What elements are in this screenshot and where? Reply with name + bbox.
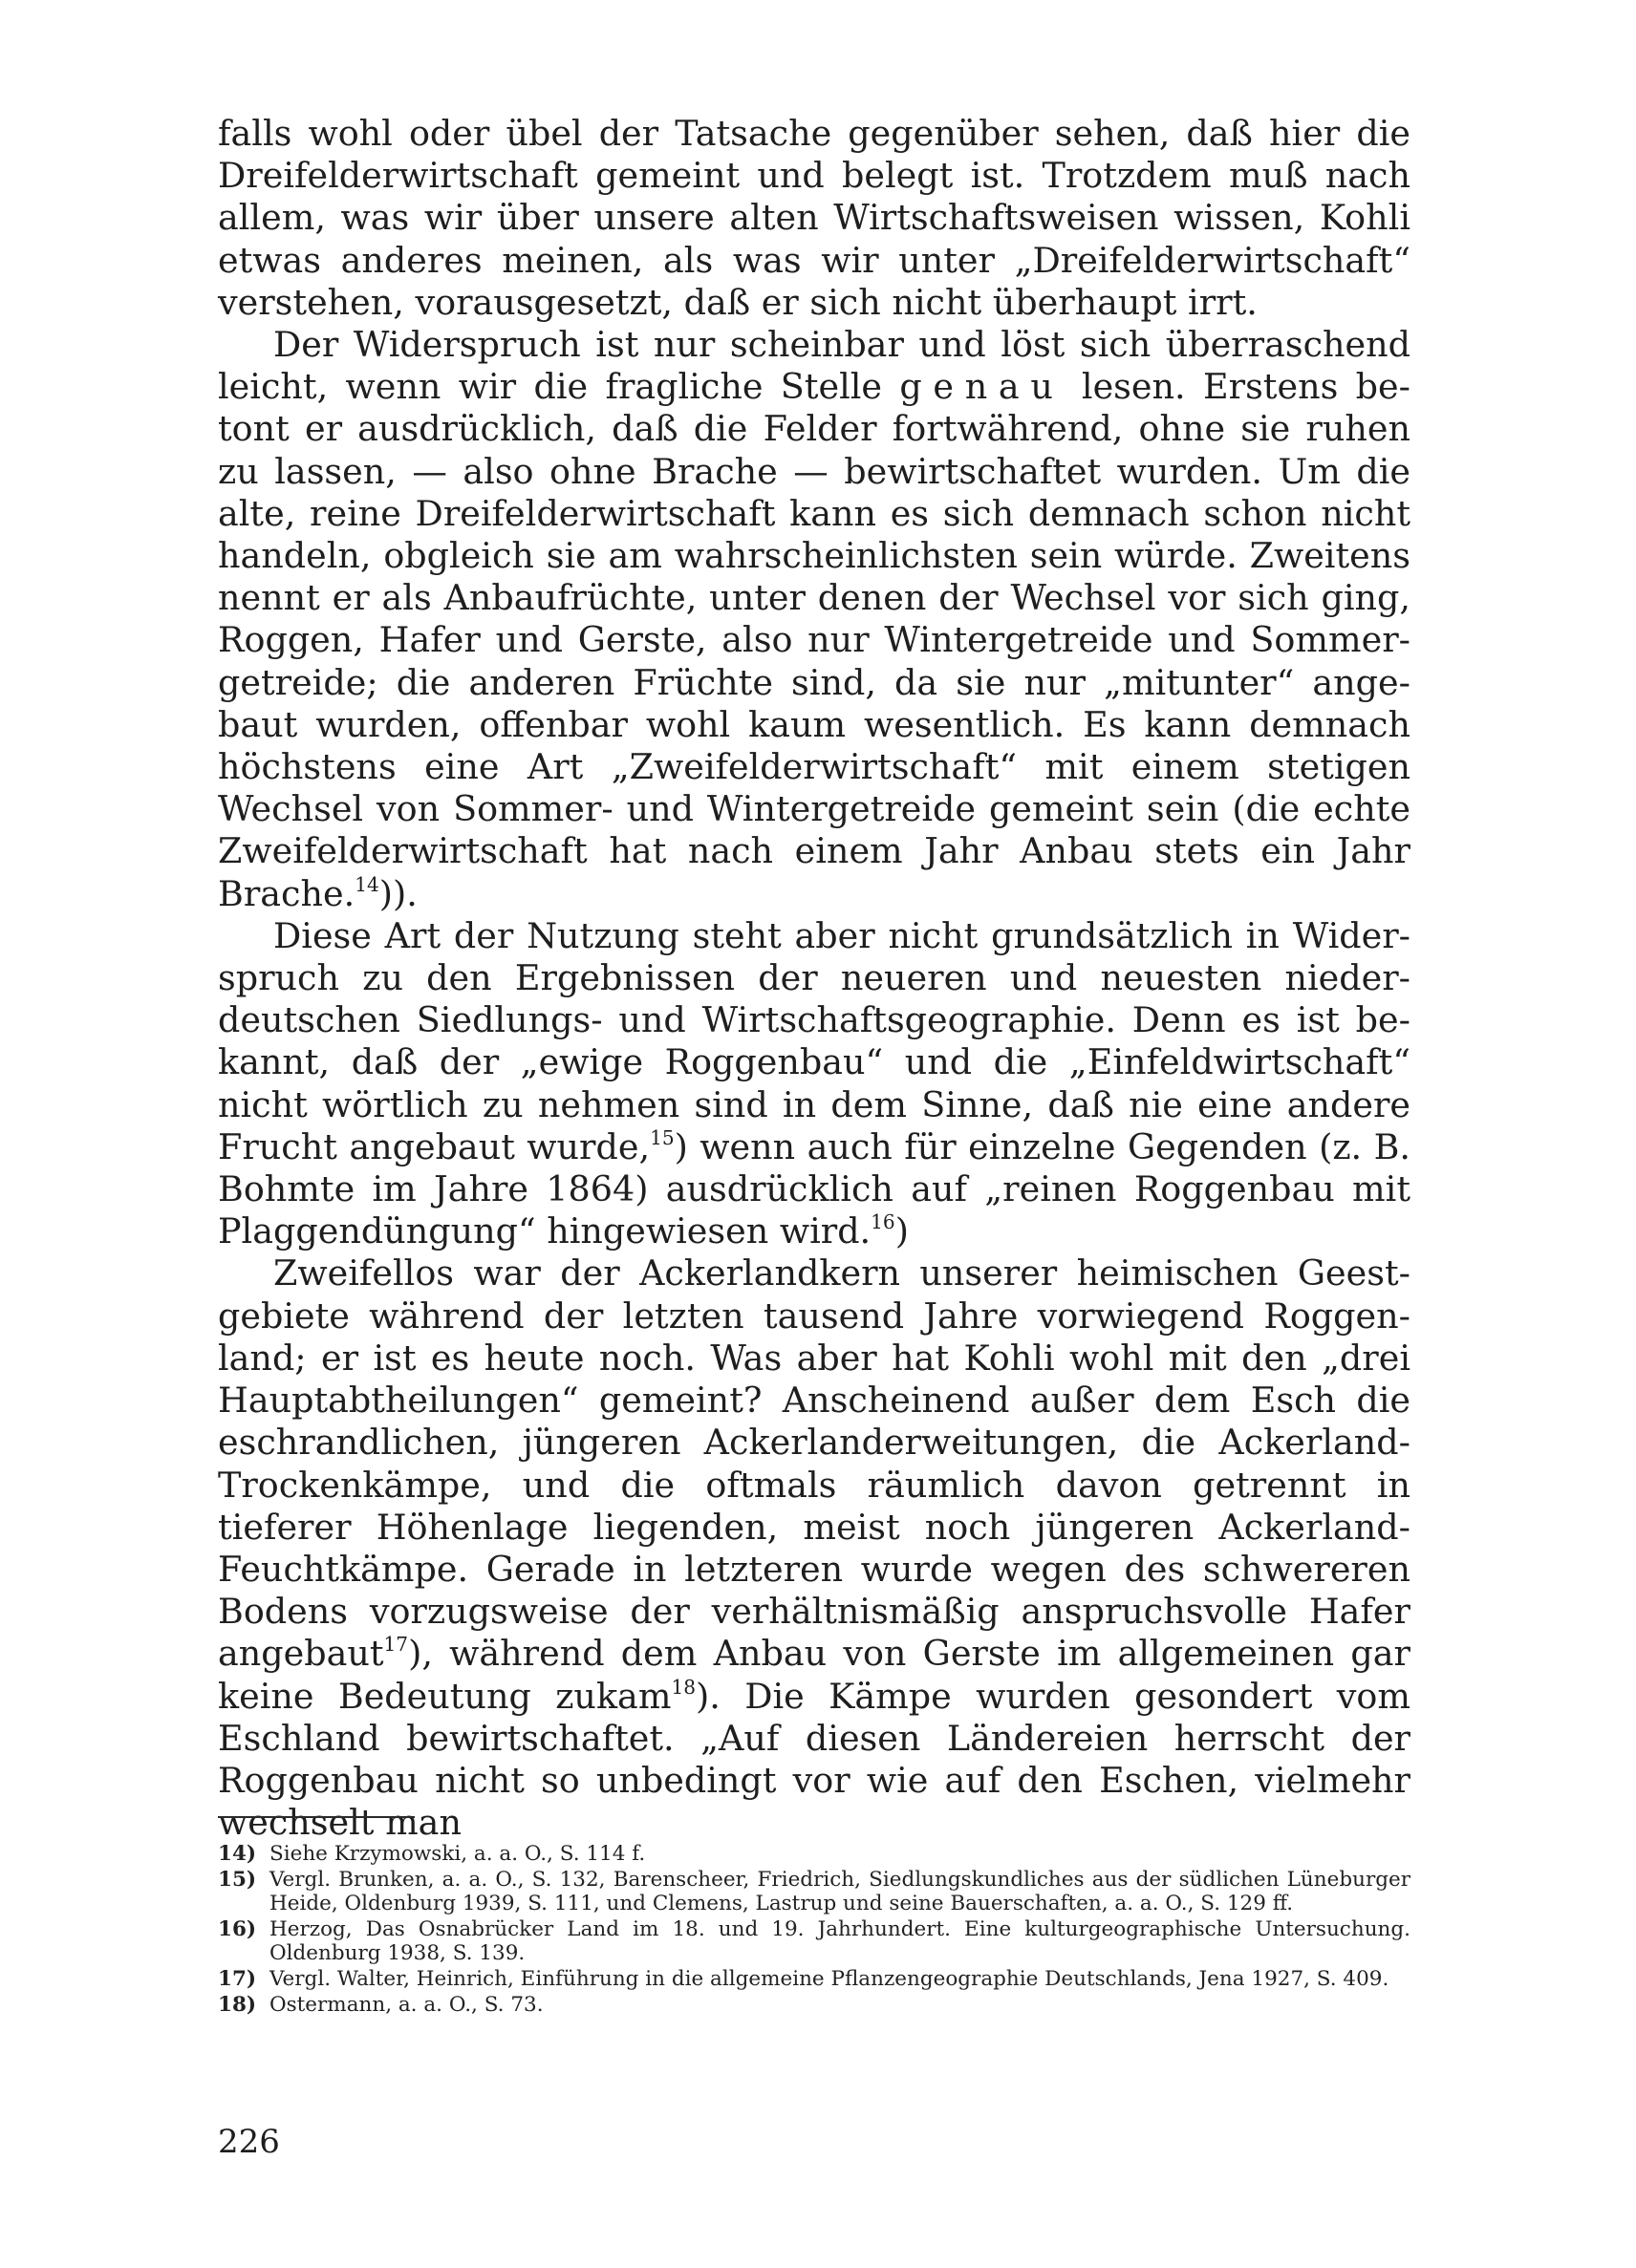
footnote-number: 15)	[218, 1868, 257, 1892]
body-text	[218, 113, 1410, 1844]
footnote-ref-16: 16	[871, 1210, 895, 1234]
footnote-18	[218, 1993, 1410, 2017]
page-number: 226	[218, 2123, 280, 2161]
paragraph-4-part-c: ). Die Kämpe wurden gesondert vom Eschland bewirtschaftet. „Auf diesen Ländereien herrscht der Roggenbau nicht so unbedingt vor wie auf den Eschen, vielmehr wechselt man	[218, 1675, 1410, 1844]
footnote-number: 18)	[218, 1993, 257, 2017]
footnote-16	[218, 1917, 1410, 1965]
paragraph-3-part-a: Diese Art der Nutzung steht aber nicht grundsätzlich in Widerspruch zu den Ergebnissen der neueren und neuesten niederdeutschen Siedlungs- und Wirtschaftsgeographie. Denn es ist bekannt, daß der „ewige Roggenbau“ und die „Einfeldwirtschaft“ nicht wörtlich zu nehmen sind in dem Sinne, daß nie eine andere Frucht angebaut wurde,	[218, 914, 1410, 1167]
paragraph-4-part-a: Zweifellos war der Ackerlandkern unserer heimischen Geestgebiete während der letzten tausend Jahre vorwiegend Roggenland; er ist es heute noch. Was aber hat Kohli wohl mit den „drei Hauptabtheilungen“ gemeint? Anscheinend außer dem Esch die eschrandlichen, jüngeren Ackerlanderweitungen, die Ackerland-Trockenkämpe, und die oftmals räumlich davon getrennt in tieferer Höhenlage liegenden, meist noch jüngeren Ackerland-Feuchtkämpe. Gerade in letzteren wurde wegen des schwereren Bodens vorzugsweise der verhältnismäßig anspruchsvolle Hafer angebaut	[218, 1252, 1410, 1675]
footnote-text: Vergl. Walter, Heinrich, Einführung in die allgemeine Pflanzengeographie Deutschlands, Jena 1927, S. 409.	[269, 1967, 1389, 1991]
footnote-separator	[218, 1816, 415, 1818]
paragraph-3-part-c: )	[894, 1210, 909, 1252]
footnote-14	[218, 1842, 1410, 1866]
footnote-text: Vergl. Brunken, a. a. O., S. 132, Barenscheer, Friedrich, Siedlungskundliches aus der südlichen Lüneburger Heide, Oldenburg 1939, S. 111, und Clemens, Lastrup und seine Bauerschaften, a. a. O., S. 129 ff.	[269, 1868, 1410, 1915]
footnote-number: 14)	[218, 1842, 257, 1866]
paragraph-3-part-b: ) wenn auch für einzelne Gegenden (z. B. Bohmte im Jahre 1864) ausdrücklich auf „reinen Roggenbau mit Plaggendüngung“ hingewiesen wird.	[218, 1125, 1411, 1252]
paragraph-4-part-b: ), während dem Anbau von Gerste im allgemeinen gar keine Bedeutung zukam	[218, 1633, 1410, 1717]
footnote-text: Ostermann, a. a. O., S. 73.	[269, 1993, 544, 2017]
paragraph-3	[218, 915, 1410, 1253]
emphasized-word-genau: genau	[899, 366, 1065, 408]
footnote-17	[218, 1967, 1410, 1991]
paragraph-2-part-a: Der Widerspruch ist nur scheinbar und löst sich überraschend leicht, wenn wir die fragliche Stelle	[218, 324, 1410, 408]
footnote-ref-17: 17	[383, 1633, 409, 1657]
footnote-ref-14: 14	[355, 872, 379, 896]
footnote-15	[218, 1868, 1410, 1915]
footnote-text: Siehe Krzymowski, a. a. O., S. 114 f.	[269, 1842, 646, 1866]
footnote-number: 17)	[218, 1967, 257, 1991]
paragraph-4	[218, 1252, 1410, 1844]
footnotes	[218, 1842, 1410, 2019]
paragraph-2-part-d: )).	[378, 872, 418, 914]
footnote-ref-15: 15	[650, 1125, 675, 1149]
paragraph-1: falls wohl oder übel der Tatsache gegenüber sehen, daß hier die Dreifelderwirtschaft gemeint und belegt ist. Trotzdem muß nach allem, was wir über unsere alten Wirtschaftsweisen wissen, Kohli etwas anderes meinen, als was wir unter „Dreifelderwirtschaft“ verstehen, vorausgesetzt, daß er sich nicht überhaupt irrt.	[218, 113, 1410, 323]
paragraph-2	[218, 324, 1410, 915]
footnote-ref-18: 18	[671, 1675, 696, 1699]
footnote-text: Herzog, Das Osnabrücker Land im 18. und 19. Jahrhundert. Eine kulturgeographische Untersuchung. Oldenburg 1938, S. 139.	[269, 1917, 1410, 1965]
footnote-number: 16)	[218, 1917, 257, 1941]
paragraph-2-part-c: lesen. Erstens betont er ausdrücklich, daß die Felder fortwährend, ohne sie ruhen zu lassen, — also ohne Brache — bewirtschaftet wurden. Um die alte, reine Dreifelderwirtschaft kann es sich demnach schon nicht handeln, obgleich sie am wahrscheinlichsten sein würde. Zweitens nennt er als Anbaufrüchte, unter denen der Wechsel vor sich ging, Roggen, Hafer und Gerste, also nur Wintergetreide und Sommergetreide; die anderen Früchte sind, da sie nur „mitunter“ angebaut wurden, offenbar wohl kaum wesentlich. Es kann demnach höchstens eine Art „Zweifelderwirtschaft“ mit einem stetigen Wechsel von Sommer- und Wintergetreide gemeint sein (die echte Zweifelderwirtschaft hat nach einem Jahr Anbau stets ein Jahr Brache.	[218, 366, 1410, 914]
